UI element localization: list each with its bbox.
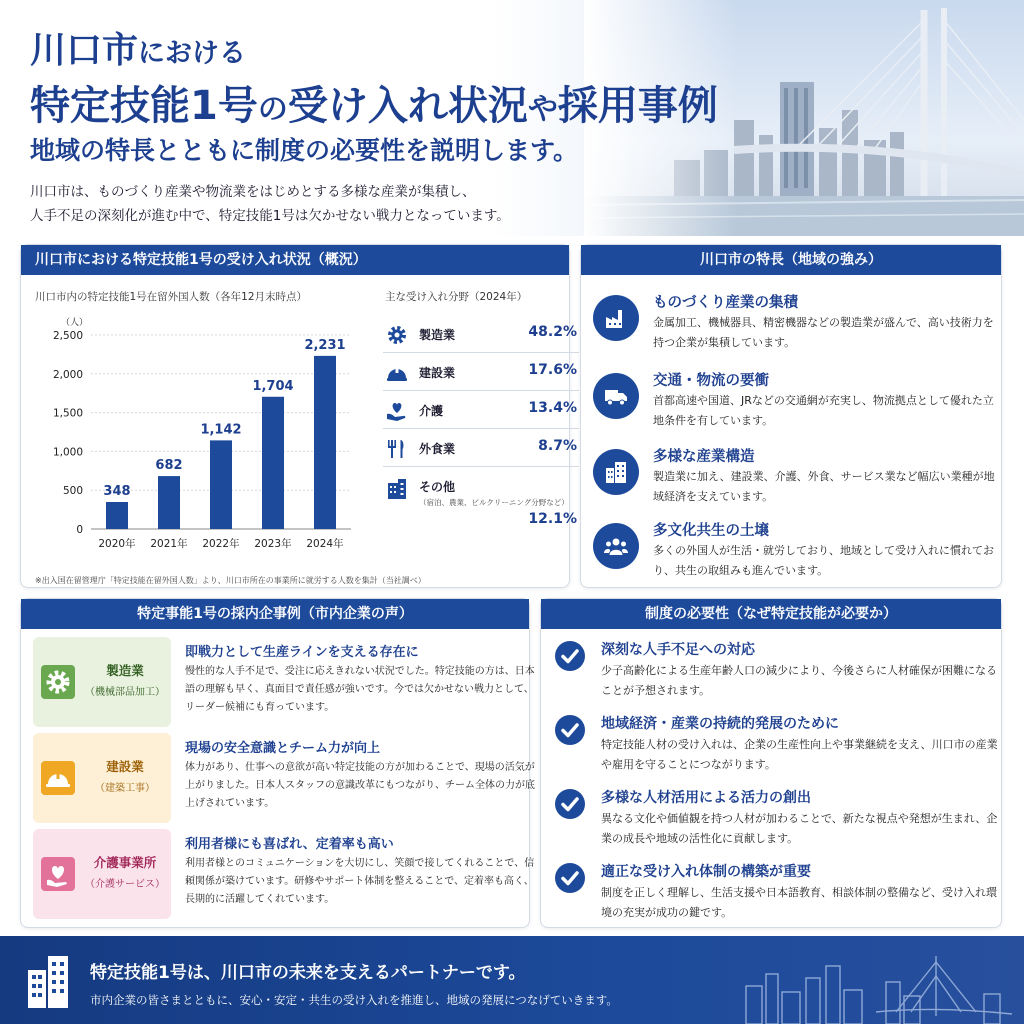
field-name: 建設業: [419, 366, 456, 380]
case-label: [33, 637, 171, 727]
bar-value-label: 1,704: [252, 378, 294, 394]
title-skill: 特定技能1号: [30, 83, 258, 129]
necessity-desc: 特定技能人材の受け入れは、企業の生産性向上や事業継続を支え、川口市の産業や雇用を守ることにつながります。: [601, 738, 998, 771]
field-name: 介護: [419, 404, 444, 418]
y-tick-label: 2,500: [52, 330, 83, 342]
case-desc: 利用者様とのコミュニケーションを大切にし、笑顔で接してくれることで、信頼関係が築けています。研修やサポート体制を整えることで、定着率も高く、長期的に活躍してくれています。: [185, 858, 535, 905]
status-panel-heading: 川口市における特定技能1号の受け入れ状況（概況）: [21, 245, 569, 275]
features-panel-heading: 川口市の特長（地域の強み）: [581, 245, 1001, 275]
x-tick-label: 2022年: [202, 538, 240, 550]
case-label-title: 製造業: [106, 663, 144, 678]
building-icon: [385, 477, 409, 501]
intro-line: 人手不足の深刻化が進む中で、特定技能1号は欠かせない戦力となっています。: [30, 208, 510, 224]
necessity-item: [555, 861, 999, 933]
title-city: 川口市: [30, 30, 139, 71]
case-label-title: 建設業: [106, 759, 144, 774]
field-row-restaurant: [383, 429, 579, 467]
necessity-panel: [540, 598, 1002, 928]
case-desc: 体力があり、仕事への意欲が高い特定技能の方が加わることで、現場の活気が上がりました。日本人スタッフの意識改革にもつながり、チーム全体の力が底上げされています。: [185, 762, 535, 809]
case-title: 即戦力として生産ラインを支える存在に: [185, 645, 419, 660]
field-name: その他: [419, 480, 456, 494]
x-tick-label: 2023年: [254, 538, 292, 550]
footer-main-text: 特定技能1号は、川口市の未来を支えるパートナーです。: [90, 963, 526, 983]
case-label: [33, 733, 171, 823]
y-tick-label: 1,500: [52, 407, 83, 420]
chart-title: 川口市内の特定技能1号在留外国人数（各年12月末時点）: [35, 291, 308, 303]
bar: [262, 397, 284, 529]
helmet-icon: [385, 361, 409, 385]
footer-banner: [0, 936, 1024, 1024]
field-name: 製造業: [419, 328, 456, 342]
status-panel: [20, 244, 577, 588]
case-item-manufacturing: [33, 637, 539, 727]
case-title: 現場の安全意識とチーム力が向上: [185, 741, 381, 756]
check-icon: [555, 641, 585, 671]
x-tick-label: 2024年: [306, 538, 344, 550]
case-item-care: [33, 829, 539, 919]
necessity-title: 多様な人材活用による活力の創出: [601, 790, 811, 806]
case-title: 利用者様にも喜ばれ、定着率も高い: [185, 837, 394, 852]
title-cases: 採用事例: [557, 83, 718, 129]
people-icon: [593, 523, 639, 569]
gear-icon: [41, 665, 75, 699]
necessity-item: [555, 787, 999, 859]
case-label-sub: （機械部品加工）: [85, 687, 165, 698]
check-icon: [555, 715, 585, 745]
bar: [158, 476, 180, 529]
bar-chart: [21, 305, 361, 571]
intro-text: [30, 180, 510, 228]
bar: [314, 356, 336, 529]
features-panel: [580, 244, 1002, 588]
header-banner: [0, 0, 1024, 236]
x-tick-label: 2020年: [98, 538, 136, 550]
field-percent: 48.2%: [528, 324, 577, 340]
buildings-icon: [593, 449, 639, 495]
field-percent: 13.4%: [528, 400, 577, 416]
title-particle: や: [527, 92, 558, 127]
check-icon: [555, 789, 585, 819]
case-desc: 慢性的な人手不足で、受注に応えきれない状況でした。特定技能の方は、日本語の理解も早く、真面目で責任感が強いです。今では欠かせない戦力として、リーダー候補にも育っています。: [185, 666, 535, 713]
feature-desc: 首都高速や国道、JRなどの交通網が充実し、物流拠点として優れた立地条件を有しています。: [653, 394, 994, 427]
necessity-panel-heading: 制度の必要性（なぜ特定技能が必要か）: [541, 599, 1001, 629]
page-subtitle: 地域の特長とともに制度の必要性を説明します。: [30, 136, 579, 165]
feature-title: 多文化共生の土壌: [653, 523, 769, 539]
y-tick-label: 0: [76, 524, 83, 536]
factory-icon: [593, 295, 639, 341]
care-hand-icon: [385, 399, 409, 423]
field-percent: 12.1%: [528, 511, 577, 527]
skyline-illustration: [736, 956, 1016, 1024]
fields-title: 主な受け入れ分野（2024年）: [385, 291, 528, 303]
necessity-title: 適正な受け入れ体制の構築が重要: [601, 864, 811, 880]
feature-item: [593, 519, 1003, 591]
building-icon: [26, 954, 70, 1008]
title-particle: における: [138, 38, 247, 69]
case-item-construction: [33, 733, 539, 823]
y-unit-label: （人）: [61, 318, 89, 328]
feature-desc: 製造業に加え、建設業、介護、外食、サービス業など幅広い業種が地域経済を支えています。: [653, 470, 995, 503]
utensils-icon: [385, 437, 409, 461]
gear-icon: [385, 323, 409, 347]
page-title-line1: [30, 22, 246, 73]
feature-desc: 金属加工、機械器具、精密機器などの製造業が盛んで、高い技術力を持つ企業が集積しています。: [653, 316, 994, 349]
necessity-title: 地域経済・産業の持続的発展のために: [601, 716, 839, 732]
feature-desc: 多くの外国人が生活・就労しており、地域として受け入れに慣れており、共生の取組みも進んでいます。: [653, 544, 994, 577]
title-acceptance: 受け入れ状況: [287, 83, 528, 129]
field-row-other: [383, 467, 579, 533]
feature-title: ものづくり産業の集積: [653, 295, 798, 311]
necessity-desc: 異なる文化や価値観を持つ人材が加わることで、新たな視点や発想が生まれ、企業の成長や地域の活性化に貢献します。: [601, 812, 998, 845]
case-label-title: 介護事業所: [93, 855, 157, 870]
bar: [106, 502, 128, 529]
field-row-construction: [383, 353, 579, 391]
check-icon: [555, 863, 585, 893]
helmet-icon: [41, 761, 75, 795]
case-label-sub: （建築工事）: [95, 783, 155, 794]
field-percent: 17.6%: [528, 362, 577, 378]
feature-title: 多様な産業構造: [653, 449, 755, 465]
bar-value-label: 682: [155, 458, 183, 474]
necessity-item: [555, 713, 999, 785]
y-tick-label: 1,000: [52, 446, 83, 459]
case-label: [33, 829, 171, 919]
x-tick-label: 2021年: [150, 538, 188, 550]
feature-item: [593, 291, 1003, 363]
y-tick-label: 2,000: [52, 368, 83, 381]
field-name: 外食業: [419, 442, 456, 456]
field-row-care: [383, 391, 579, 429]
feature-title: 交通・物流の要衝: [653, 373, 769, 389]
necessity-title: 深刻な人手不足への対応: [601, 642, 755, 658]
heart-hand-icon: [41, 857, 75, 891]
truck-icon: [593, 373, 639, 419]
bar: [210, 440, 232, 529]
cases-panel-heading: 特定事能1号の採内企事例（市内企業の声）: [21, 599, 529, 629]
necessity-desc: 制度を正しく理解し、生活支援や日本語教育、相談体制の整備など、受け入れ環境の充実が成功の鍵です。: [601, 886, 997, 919]
feature-item: [593, 369, 1003, 441]
necessity-item: [555, 639, 999, 711]
case-label-sub: （介護サービス）: [85, 879, 165, 890]
necessity-desc: 少子高齢化による生産年齢人口の減少により、今後さらに人材確保が困難になることが予想されます。: [601, 664, 997, 697]
intro-line: 川口市は、ものづくり産業や物流業をはじめとする多様な産業が集積し、: [30, 184, 476, 200]
feature-item: [593, 445, 1003, 517]
field-percent: 8.7%: [538, 438, 577, 454]
field-row-manufacturing: [383, 315, 579, 353]
bar-value-label: 1,142: [200, 422, 242, 438]
title-particle: の: [257, 92, 288, 127]
y-tick-label: 500: [62, 485, 83, 498]
page-title-line2: [30, 74, 718, 131]
field-sub: （宿泊、農業、ビルクリーニング分野など）: [419, 498, 569, 507]
footer-sub-text: 市内企業の皆さまとともに、安心・安定・共生の受け入れを推進し、地域の発展につなげていきます。: [90, 993, 618, 1007]
source-note: ※出入国在留管理庁「特定技能在留外国人数」より、川口市所在の事業所に就労する人数を集計（当社調べ）: [35, 576, 426, 585]
bar-value-label: 2,231: [304, 337, 346, 353]
bar-value-label: 348: [103, 483, 131, 499]
cases-panel: [20, 598, 535, 928]
